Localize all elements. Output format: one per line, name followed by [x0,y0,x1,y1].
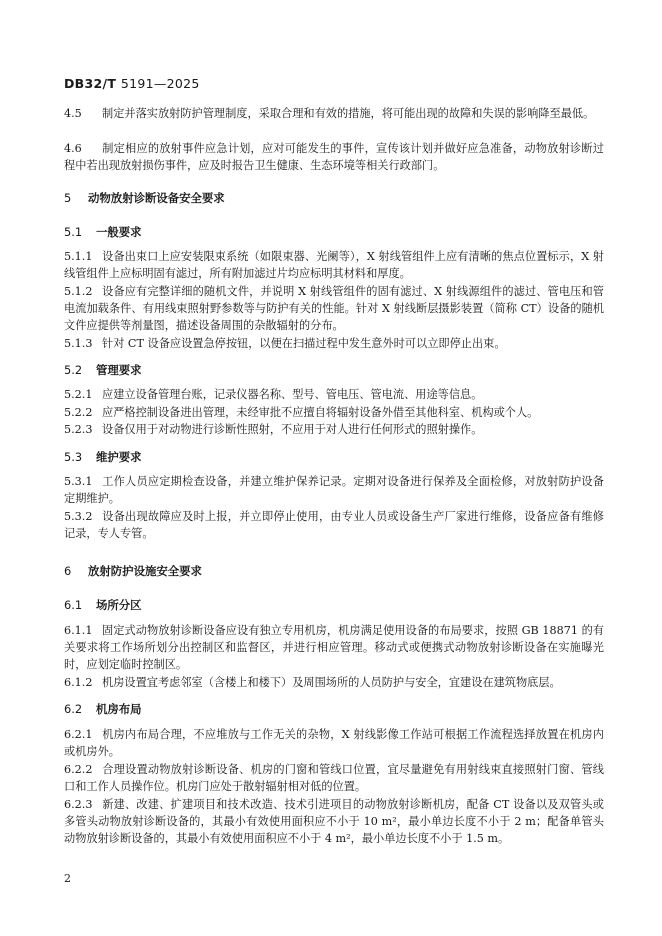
document-code [64,76,200,91]
clause-number: 5.2.2 [64,406,93,419]
clause-number: 5.3.2 [64,510,93,523]
clause-5-2-1 [64,386,604,403]
clause-number: 6.2.3 [64,798,93,811]
section-title: 动物放射诊断设备安全要求 [88,191,225,205]
clause-number: 5.1.2 [64,285,93,298]
clause-number: 5.3.1 [64,475,93,488]
clause-4-6 [64,140,604,174]
clause-6-2-3 [64,796,604,847]
clause-number: 5.1.1 [64,250,93,263]
clause-5-3-1 [64,473,604,507]
clause-text: 设备应有完整详细的随机文件，并说明 X 射线管组件的固有滤过、X 射线源组件的滤过、管电压和管电流加载条件、有用线束照射野参数等与防护有关的性能。针对 X 射线断层摄影装置（简称 CT）设备的随机文件应提供等剂量图，描述设备周围的杂散辐射的分布。 [64,285,604,332]
clause-number: 6.2.2 [64,763,93,776]
clause-number: 5.2.3 [64,423,93,436]
subsection-heading-5-3 [64,449,142,466]
clause-text: 设备出现故障应及时上报，并立即停止使用，由专业人员或设备生产厂家进行维修，设备应备有维修记录，专人专管。 [64,510,604,540]
clause-text: 工作人员应定期检查设备，并建立维护保养记录。定期对设备进行保养及全面检修，对放射防护设备定期维护。 [64,475,604,505]
clause-6-1-1 [64,622,604,673]
clause-number: 4.6 [64,142,82,155]
section-heading-6 [64,563,202,580]
subsection-heading-5-2 [64,362,142,379]
subsection-title: 场所分区 [96,598,142,612]
subsection-number: 5.2 [64,363,83,377]
clause-5-1-2 [64,283,604,334]
subsection-number: 6.1 [64,598,83,612]
clause-6-2-2 [64,761,604,795]
clause-text: 固定式动物放射诊断设备应设有独立专用机房，机房满足使用设备的布局要求，按照 GB 18871 的有关要求将工作场所划分出控制区和监督区，并进行相应管理。移动式或便携式动物放射诊断设备在实施曝光时，应划定临时控制区。 [64,624,604,671]
clause-5-2-3 [64,421,604,438]
clause-4-5 [64,105,604,122]
subsection-title: 维护要求 [96,450,142,464]
section-number: 6 [64,564,72,578]
clause-number: 6.1.2 [64,676,93,689]
subsection-title: 机房布局 [96,702,142,716]
clause-6-2-1 [64,726,604,760]
subsection-number: 5.1 [64,225,83,239]
section-title: 放射防护设施安全要求 [88,564,202,578]
clause-number: 6.1.1 [64,624,93,637]
clause-text: 设备出束口上应安装限束系统（如限束器、光阑等），X 射线管组件上应有清晰的焦点位置标示，X 射线管组件上应标明固有滤过，所有附加滤过片均应标明其材料和厚度。 [64,250,604,280]
clause-6-1-2 [64,674,604,691]
subsection-heading-6-1 [64,597,142,614]
clause-5-2-2 [64,404,604,421]
subsection-number: 5.3 [64,450,83,464]
standard-code: DB32/T [64,76,117,91]
clause-text: 制定相应的放射事件应急计划，应对可能发生的事件，宣传该计划并做好应急准备，动物放射诊断过程中若出现放射损伤事件，应及时报告卫生健康、生态环境等相关行政部门。 [64,142,604,172]
clause-number: 5.2.1 [64,388,93,401]
section-number: 5 [64,191,72,205]
clause-number: 6.2.1 [64,728,93,741]
clause-text: 设备仅用于对动物进行诊断性照射，不应用于对人进行任何形式的照射操作。 [102,423,483,436]
section-heading-5 [64,190,225,207]
subsection-heading-5-1 [64,224,142,241]
clause-text: 合理设置动物放射诊断设备、机房的门窗和管线口位置，宜尽量避免有用射线束直接照射门窗、管线口和工作人员操作位。机房门应处于散射辐射相对低的位置。 [64,763,604,793]
clause-number: 4.5 [64,107,82,120]
subsection-title: 管理要求 [96,363,142,377]
clause-text: 机房内布局合理，不应堆放与工作无关的杂物，X 射线影像工作站可根据工作流程选择放置在机房内或机房外。 [64,728,604,758]
standard-number: 5191—2025 [120,76,200,91]
clause-text: 机房设置宜考虑邻室（含楼上和楼下）及周围场所的人员防护与安全，宜建设在建筑物底层。 [102,676,561,689]
clause-5-3-2 [64,508,604,542]
clause-text: 应建立设备管理台账，记录仪器名称、型号、管电压、管电流、用途等信息。 [102,388,483,401]
subsection-number: 6.2 [64,702,83,716]
subsection-heading-6-2 [64,701,142,718]
clause-number: 5.1.3 [64,337,93,350]
clause-text: 针对 CT 设备应设置急停按钮，以便在扫描过程中发生意外时可以立即停止出束。 [102,337,506,350]
clause-5-1-1 [64,248,604,282]
clause-5-1-3 [64,335,604,352]
clause-text: 制定并落实放射防护管理制度，采取合理和有效的措施，将可能出现的故障和失误的影响降至最低。 [102,107,595,120]
subsection-title: 一般要求 [96,225,142,239]
page-number: 2 [64,872,71,885]
clause-text: 新建、改建、扩建项目和技术改造、技术引进项目的动物放射诊断机房，配备 CT 设备以及双管头或多管头动物放射诊断设备的，其最小有效使用面积应不小于 10 m²，最小单边长度不小于 2 m；配备单管头动物放射诊断设备的，其最小有效使用面积应不小于 4 m²，最小单边长度不小于 1.5 m。 [64,798,604,845]
clause-text: 应严格控制设备进出管理，未经审批不应擅自将辐射设备外借至其他科室、机构或个人。 [102,406,539,419]
